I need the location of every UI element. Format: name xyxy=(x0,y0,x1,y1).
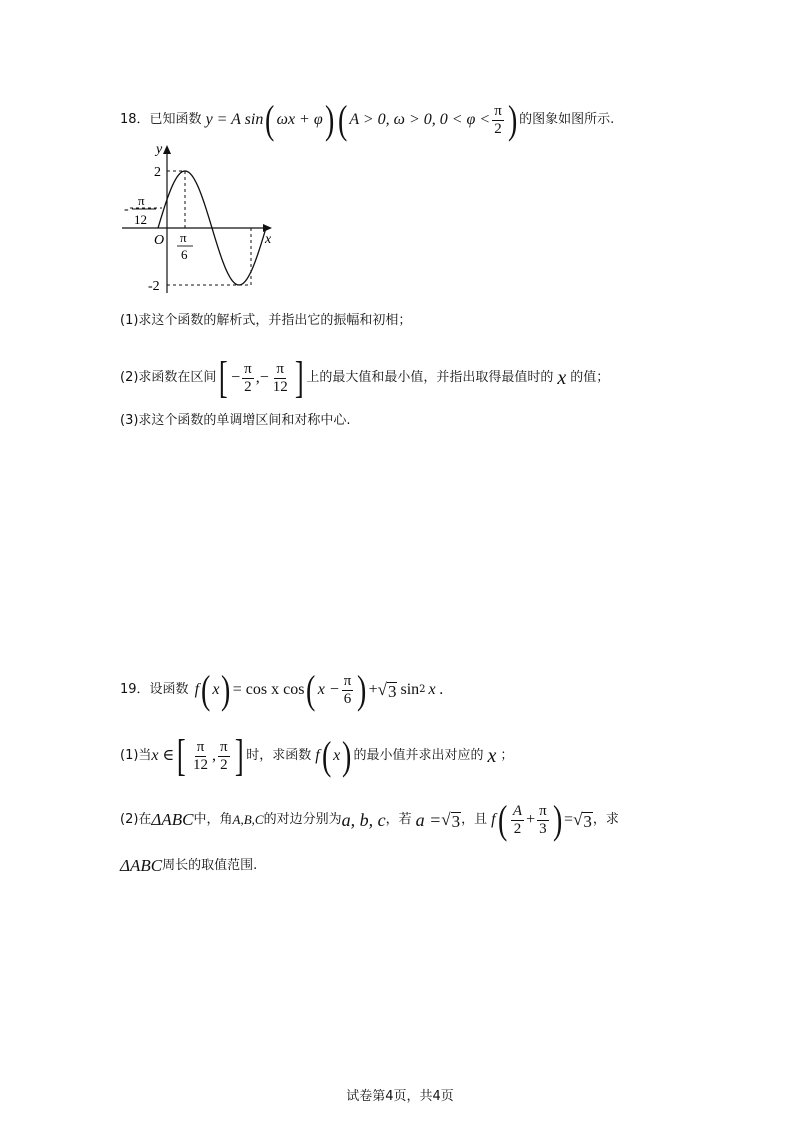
pi-6-den: 6 xyxy=(181,247,188,262)
y-max-label: 2 xyxy=(154,165,161,180)
y-axis-arrow xyxy=(163,145,171,154)
x-axis-arrow xyxy=(263,224,272,232)
q18-number: 18． xyxy=(120,112,150,127)
neg-pi-12-den: 12 xyxy=(134,212,147,227)
q18-formula: y = A sin xyxy=(205,111,264,128)
q19-part1: (1)当 x ∈ [ $\frac{\pi}{12}$ , $\frac{\pi}{2}$ ] 时，求函数 f ( x ) 的最小值并求出对应的 x ； xyxy=(120,731,514,780)
sqrt-3: √ 3 xyxy=(377,680,397,701)
neg-pi-12-sign: - xyxy=(124,202,129,217)
q19-part2: (2)在 ΔABC 中，角 A,B,C 的对边分别为 a, b, c ，若 a = √ 3 ，且 f ( $\frac{A}{2}$ + $\frac{\pi}{3}$ ) = √ 3 ，求 xyxy=(120,797,619,842)
q18-part3: (3)求这个函数的单调增区间和对称中心. xyxy=(120,413,351,428)
q19-part2-cont: ΔABC 周长的取值范围. xyxy=(120,856,258,875)
x-axis-label: x xyxy=(265,232,272,247)
q18-part2: (2)求函数在区间 [ − $\frac{\pi}{2}$ ,− $\frac{\pi}{12}$ ] 上的最大值和最小值，并指出取得最值时的 x 的值； xyxy=(120,353,610,402)
q19-stem: 19． 设函数 f ( x ) = cos x cos ( x − $\frac{\pi}{6}$ ) + √ 3 sin 2 x . xyxy=(120,667,444,712)
y-axis-label: y xyxy=(156,143,163,157)
q18-part1: (1)求这个函数的解析式，并指出它的振幅和初相； xyxy=(120,313,412,328)
pi-6-num: π xyxy=(180,230,187,245)
y-min-label: -2 xyxy=(148,279,160,294)
q18-sine-graph xyxy=(118,143,288,303)
neg-pi-12-num: π xyxy=(138,193,145,208)
origin-label: O xyxy=(154,233,165,248)
q18-stem: 18． 已知函数 y = A sin ( ωx + φ ) ( A > 0, ω > 0, 0 < φ < $\frac{\pi}{2}$ ) 的图象如图所示. xyxy=(120,97,615,142)
q19-number: 19． xyxy=(120,682,150,697)
q18-condition: A > 0, ω > 0, 0 < φ < xyxy=(349,111,491,128)
page-footer: 试卷第4页，共4页 xyxy=(346,1089,454,1104)
